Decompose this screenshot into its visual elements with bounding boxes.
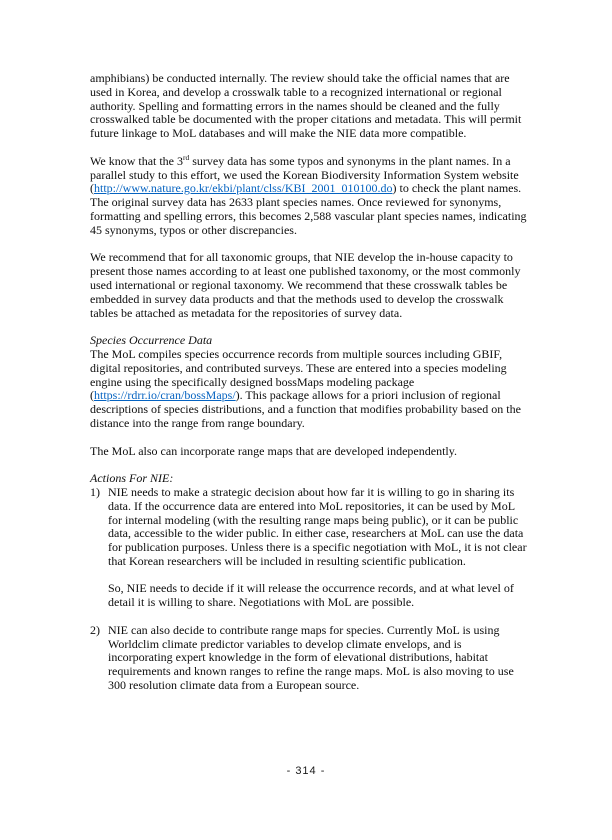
kbis-website-link[interactable]: http://www.nature.go.kr/ekbi/plant/clss/KBI_2001_010100.do xyxy=(94,181,393,196)
paragraph-mol-compiles xyxy=(90,348,527,431)
page-number: - 314 - xyxy=(286,765,326,777)
list-item-1-continuation: So, NIE needs to decide if it will release the occurrence records, and at what level of detail it is willing to share. Negotiations with MoL are possible. xyxy=(108,581,514,610)
paragraph-text: We know that the 3 xyxy=(90,153,184,168)
paragraph-range-maps: The MoL also can incorporate range maps that are developed independently. xyxy=(90,443,457,458)
page-body xyxy=(90,72,527,693)
bossmaps-package-link[interactable]: https://rdrr.io/cran/bossMaps/ xyxy=(94,388,236,403)
paragraph-recommendation: We recommend that for all taxonomic groups, that NIE develop the in-house capacity to present those names according to at least one published taxonomy, or the most commonly used international or regional taxonomy. We recommend that these crosswalk tables be embedded in survey data products and that the methods used to develop the crosswalk tables be attached as metadata for the repositories of survey data. xyxy=(90,250,521,320)
paragraph-text: ) to check the plant names. The original survey data has 2633 plant species names. Once reviewed for synonyms, formatting and spelling errors, this becomes 2,588 vascular plant species names, indicating 45 synonyms, typos or other discrepancies. xyxy=(90,181,527,237)
list-item-text: NIE can also decide to contribute range maps for species. Currently MoL is using Worldclim climate predictor variables to develop climate envelops, and is incorporating expert knowledge in the form of elevational distributions, habitat requirements and known ranges to refine the range maps. MoL is also moving to use 300 resolution climate data from a European source. xyxy=(108,622,514,693)
section-heading-actions-for-nie: Actions For NIE: xyxy=(90,471,174,486)
paragraph-text: survey data has some typos and synonyms in the plant names. In a parallel study to this effort, we used the Korean Biodiversity Information System website ( xyxy=(90,153,519,196)
list-item-marker: 1) xyxy=(90,484,100,499)
list-item-marker: 2) xyxy=(90,622,100,637)
list-item-text: NIE needs to make a strategic decision about how far it is willing to go in sharing its data. If the occurrence data are entered into MoL repositories, it can be used by MoL for internal modeling (with the resulting range maps being public), or it can be public data, accessible to the wider public. In either case, researchers at MoL can use the data for publication purposes. Unless there is a specific negotiation with MoL, it is not clear that Korean researchers will be included in resulting scientific publication. xyxy=(108,484,527,568)
ordinal-superscript: rd xyxy=(183,152,190,162)
paragraph-text: The MoL compiles species occurrence records from multiple sources including GBIF, digital repositories, and contributed surveys. These are entered into a species modeling engine using the specifically designed bossMaps modeling package ( xyxy=(90,346,507,403)
paragraph-text: ). This package allows for a priori inclusion of regional descriptions of species distributions, and a function that modifies probability based on the distance into the range from range boundary. xyxy=(90,388,521,430)
section-heading-species-occurrence-data: Species Occurrence Data xyxy=(90,333,213,348)
paragraph-survey-data xyxy=(90,152,527,238)
list-item-2 xyxy=(90,624,527,693)
paragraph-naming-review: amphibians) be conducted internally. The review should take the official names that are used in Korea, and develop a crosswalk table to a recognized international or regional authority. Spelling and formatting errors in the names should be cleaned and the fully crosswalked table be documented with the proper citations and metadata. This will permit future linkage to MoL databases and will make the NIE data more compatible. xyxy=(90,71,522,141)
list-item-1 xyxy=(90,486,527,569)
